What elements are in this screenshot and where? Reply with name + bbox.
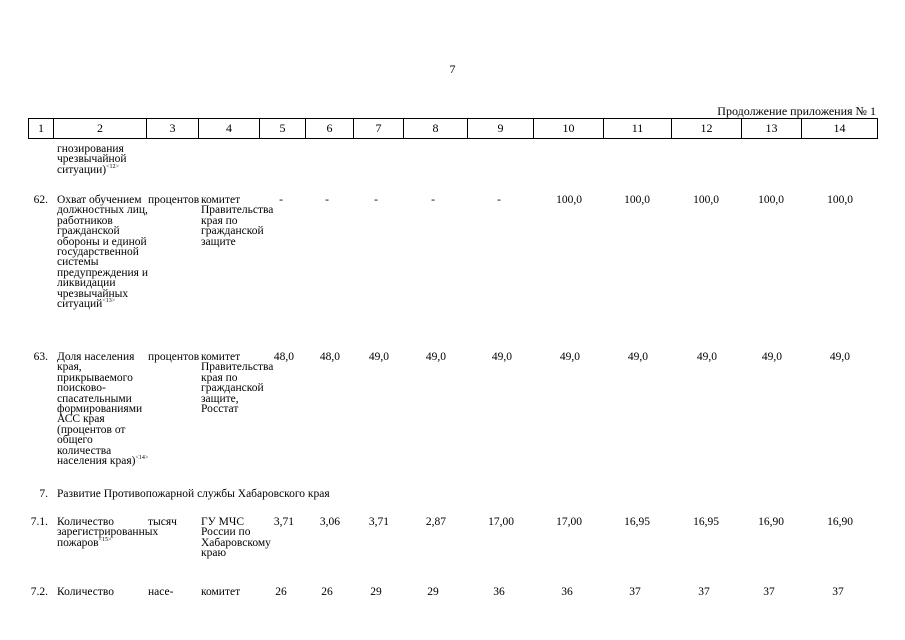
indicator-name: гнозирования чрезвычайной ситуации)$^{<12>}$ bbox=[57, 143, 127, 176]
row-number: 7.1. bbox=[30, 516, 48, 528]
value-cell: 16,90 bbox=[827, 516, 853, 528]
value-cell: 48,0 bbox=[319, 351, 340, 363]
column-header: 2 bbox=[54, 119, 147, 139]
value-cell: 26 bbox=[275, 586, 287, 598]
value-cell: 29 bbox=[370, 586, 382, 598]
value-cell: 100,0 bbox=[693, 194, 719, 206]
value-cell: 100,0 bbox=[556, 194, 582, 206]
value-cell: 36 bbox=[561, 586, 573, 598]
footnote-ref: <15> bbox=[98, 536, 112, 543]
value-cell: 3,71 bbox=[368, 516, 389, 528]
continuation-label: Продолжение приложения № 1 bbox=[717, 104, 876, 118]
unit: тысяч bbox=[148, 516, 177, 528]
row-number: 7.2. bbox=[30, 586, 48, 598]
column-header-row bbox=[29, 119, 878, 139]
section-title: Развитие Противопожарной службы Хабаровского края bbox=[57, 488, 330, 500]
value-cell: 16,95 bbox=[624, 516, 650, 528]
value-cell: - bbox=[374, 194, 378, 206]
column-header: 10 bbox=[534, 119, 604, 139]
value-cell: 3,71 bbox=[273, 516, 294, 528]
value-cell: 29 bbox=[427, 586, 439, 598]
footnote-ref: <12> bbox=[106, 163, 119, 170]
value-cell: - bbox=[431, 194, 435, 206]
row-number: 62. bbox=[33, 194, 48, 206]
value-cell: 37 bbox=[832, 586, 844, 598]
column-header-table bbox=[28, 118, 878, 139]
value-cell: 49,0 bbox=[425, 351, 446, 363]
value-cell: 49,0 bbox=[368, 351, 389, 363]
column-header: 14 bbox=[802, 119, 878, 139]
indicator-name: Количество bbox=[57, 586, 114, 598]
column-header: 9 bbox=[468, 119, 534, 139]
unit: насе- bbox=[148, 586, 174, 598]
unit: процентов bbox=[148, 194, 200, 206]
indicator-name: Количество зарегистрированных пожаров$^{<15>}$ bbox=[57, 516, 159, 549]
column-header: 7 bbox=[354, 119, 404, 139]
value-cell: 16,90 bbox=[758, 516, 784, 528]
column-header: 3 bbox=[147, 119, 199, 139]
value-cell: 2,87 bbox=[425, 516, 446, 528]
value-cell: 17,00 bbox=[488, 516, 514, 528]
value-cell: 49,0 bbox=[559, 351, 580, 363]
column-header: 11 bbox=[604, 119, 672, 139]
footnote-ref: <14> bbox=[135, 455, 149, 462]
indicator-name: Охват обучением должностных лиц, работников гражданской обороны и единой государственной системы предупреждения и ликвидации чрезвычайных ситуаций$^{<13>}$ bbox=[57, 194, 148, 311]
column-header: 1 bbox=[29, 119, 54, 139]
value-cell: 49,0 bbox=[696, 351, 717, 363]
value-cell: 49,0 bbox=[627, 351, 648, 363]
value-cell: 3,06 bbox=[319, 516, 340, 528]
value-cell: 37 bbox=[763, 586, 775, 598]
footnote-ref: <13> bbox=[102, 298, 116, 305]
value-cell: 26 bbox=[321, 586, 333, 598]
value-cell: 100,0 bbox=[758, 194, 784, 206]
responsible-body: комитет bbox=[201, 586, 241, 598]
column-header: 5 bbox=[260, 119, 306, 139]
value-cell: 100,0 bbox=[624, 194, 650, 206]
value-cell: 49,0 bbox=[829, 351, 850, 363]
value-cell: 37 bbox=[629, 586, 641, 598]
value-cell: - bbox=[497, 194, 501, 206]
value-cell: 48,0 bbox=[273, 351, 294, 363]
section-number: 7. bbox=[39, 488, 48, 500]
indicator-name: Доля населения края, прикрываемого поисково-спасательными формированиями АСС края (процентов от общего количества населения края)$^{<14>}$ bbox=[57, 351, 149, 468]
column-header: 4 bbox=[199, 119, 260, 139]
column-header: 8 bbox=[404, 119, 468, 139]
page-number: 7 bbox=[449, 62, 456, 76]
value-cell: 37 bbox=[698, 586, 710, 598]
unit: процентов bbox=[148, 351, 200, 363]
value-cell: 100,0 bbox=[827, 194, 853, 206]
column-header: 13 bbox=[742, 119, 802, 139]
value-cell: 49,0 bbox=[491, 351, 512, 363]
value-cell: 17,00 bbox=[556, 516, 582, 528]
value-cell: - bbox=[325, 194, 329, 206]
value-cell: 36 bbox=[493, 586, 505, 598]
responsible-body: комитет Правительства края по гражданской защите bbox=[201, 194, 274, 248]
value-cell: 16,95 bbox=[693, 516, 719, 528]
value-cell: - bbox=[279, 194, 283, 206]
row-number: 63. bbox=[33, 351, 48, 363]
responsible-body: ГУ МЧС России по Хабаровскому краю bbox=[201, 516, 271, 560]
value-cell: 49,0 bbox=[761, 351, 782, 363]
column-header: 12 bbox=[672, 119, 742, 139]
responsible-body: комитет Правительства края по гражданской защите, Росстат bbox=[201, 351, 274, 416]
column-header: 6 bbox=[306, 119, 354, 139]
